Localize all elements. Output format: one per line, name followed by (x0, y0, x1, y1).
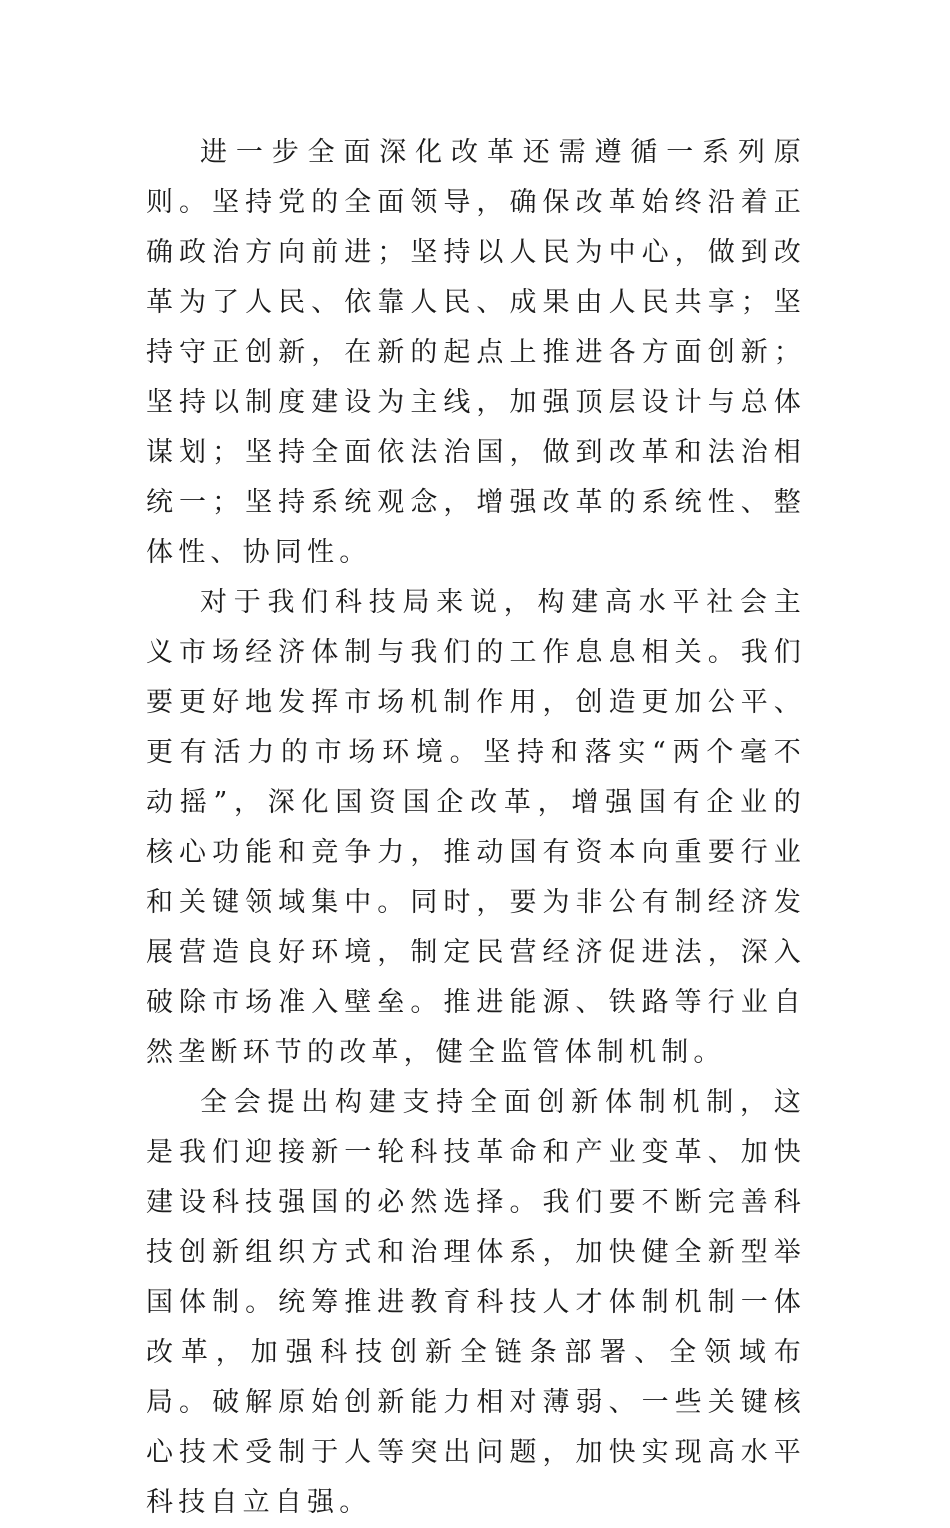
paragraph-principles: 进一步全面深化改革还需遵循一系列原则。坚持党的全面领导，确保改革始终沿着正确政治方向前进；坚持以人民为中心，做到改革为了人民、依靠人民、成果由人民共享；坚持守正创新，在新的起点上推进各方面创新；坚持以制度建设为主线，加强顶层设计与总体谋划；坚持全面依法治国，做到改革和法治相统一；坚持系统观念，增强改革的系统性、整体性、协同性。 (146, 137, 806, 568)
paragraph-innovation: 全会提出构建支持全面创新体制机制，这是我们迎接新一轮科技革命和产业变革、加快建设科技强国的必然选择。我们要不断完善科技创新组织方式和治理体系，加快健全新型举国体制。统筹推进教育科技人才体制机制一体改革，加强科技创新全链条部署、全领域布局。破解原始创新能力相对薄弱、一些关键核心技术受制于人等突出问题，加快实现高水平科技自立自强。 (146, 1087, 806, 1518)
paragraph-market-economy: 对于我们科技局来说，构建高水平社会主义市场经济体制与我们的工作息息相关。我们要更好地发挥市场机制作用，创造更加公平、更有活力的市场环境。坚持和落实“两个毫不动摇”，深化国资国企改革，增强国有企业的核心功能和竞争力，推动国有资本向重要行业和关键领域集中。同时，要为非公有制经济发展营造良好环境，制定民营经济促进法，深入破除市场准入壁垒。推进能源、铁路等行业自然垄断环节的改革，健全监管体制机制。 (146, 587, 806, 1068)
document-body (146, 128, 806, 1528)
